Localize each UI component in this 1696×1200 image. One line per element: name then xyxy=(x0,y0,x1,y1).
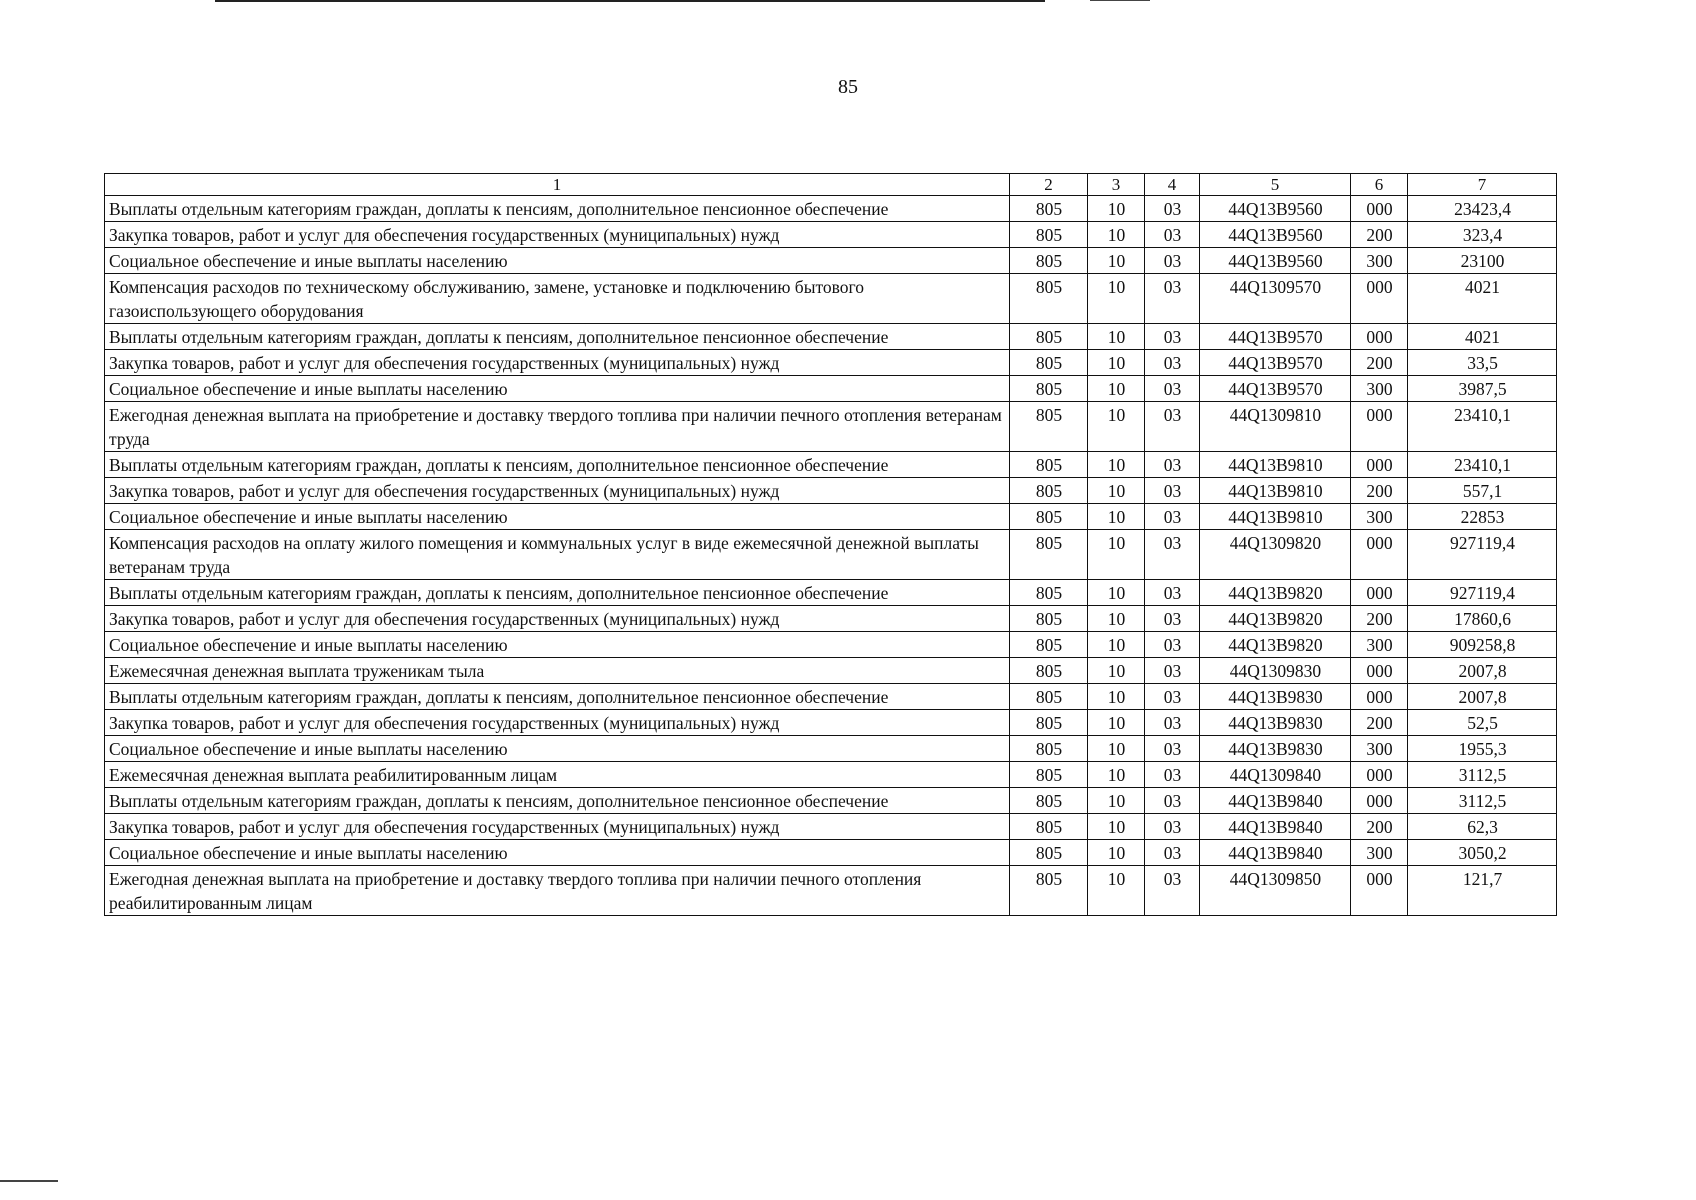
table-row xyxy=(105,402,1557,452)
row-subsection-code: 03 xyxy=(1145,478,1200,504)
table-row xyxy=(105,736,1557,762)
row-subsection-code: 03 xyxy=(1145,762,1200,788)
table-row xyxy=(105,606,1557,632)
row-description: Выплаты отдельным категориям граждан, доплаты к пенсиям, дополнительное пенсионное обеспечение xyxy=(105,196,1010,222)
row-section-code: 10 xyxy=(1088,684,1145,710)
table-row xyxy=(105,504,1557,530)
row-section-code: 10 xyxy=(1088,350,1145,376)
row-expense-type-code: 300 xyxy=(1351,248,1408,274)
table-row xyxy=(105,248,1557,274)
table-row xyxy=(105,530,1557,580)
row-description: Выплаты отдельным категориям граждан, доплаты к пенсиям, дополнительное пенсионное обеспечение xyxy=(105,788,1010,814)
row-section-code: 10 xyxy=(1088,478,1145,504)
row-target-article-code: 44Q13B9840 xyxy=(1200,788,1351,814)
row-amount: 121,7 xyxy=(1408,866,1557,916)
row-section-code: 10 xyxy=(1088,814,1145,840)
row-expense-type-code: 300 xyxy=(1351,840,1408,866)
table-row xyxy=(105,658,1557,684)
row-amount: 17860,6 xyxy=(1408,606,1557,632)
scan-top-rule-fragment xyxy=(1090,0,1150,1)
row-amount: 4021 xyxy=(1408,274,1557,324)
row-target-article-code: 44Q13B9810 xyxy=(1200,452,1351,478)
row-description: Закупка товаров, работ и услуг для обеспечения государственных (муниципальных) нужд xyxy=(105,606,1010,632)
row-description: Закупка товаров, работ и услуг для обеспечения государственных (муниципальных) нужд xyxy=(105,350,1010,376)
row-section-code: 10 xyxy=(1088,762,1145,788)
row-description: Закупка товаров, работ и услуг для обеспечения государственных (муниципальных) нужд xyxy=(105,478,1010,504)
row-target-article-code: 44Q1309840 xyxy=(1200,762,1351,788)
table-row xyxy=(105,632,1557,658)
scan-top-rule xyxy=(215,0,1045,2)
row-expense-type-code: 000 xyxy=(1351,324,1408,350)
row-section-code: 10 xyxy=(1088,632,1145,658)
row-expense-type-code: 200 xyxy=(1351,350,1408,376)
row-ministry-code: 805 xyxy=(1010,632,1088,658)
row-ministry-code: 805 xyxy=(1010,606,1088,632)
table-row xyxy=(105,350,1557,376)
row-section-code: 10 xyxy=(1088,402,1145,452)
row-amount: 3112,5 xyxy=(1408,788,1557,814)
row-ministry-code: 805 xyxy=(1010,222,1088,248)
row-expense-type-code: 000 xyxy=(1351,762,1408,788)
row-ministry-code: 805 xyxy=(1010,376,1088,402)
table-row xyxy=(105,762,1557,788)
row-subsection-code: 03 xyxy=(1145,402,1200,452)
row-amount: 4021 xyxy=(1408,324,1557,350)
row-subsection-code: 03 xyxy=(1145,658,1200,684)
row-target-article-code: 44Q13B9840 xyxy=(1200,840,1351,866)
table-row xyxy=(105,684,1557,710)
table-row xyxy=(105,452,1557,478)
row-ministry-code: 805 xyxy=(1010,684,1088,710)
row-description: Ежемесячная денежная выплата реабилитированным лицам xyxy=(105,762,1010,788)
row-subsection-code: 03 xyxy=(1145,684,1200,710)
column-header-7: 7 xyxy=(1408,174,1557,196)
row-target-article-code: 44Q13B9810 xyxy=(1200,478,1351,504)
row-expense-type-code: 000 xyxy=(1351,530,1408,580)
row-description: Компенсация расходов по техническому обслуживанию, замене, установке и подключению бытового газоиспользующего оборудования xyxy=(105,274,1010,324)
row-section-code: 10 xyxy=(1088,196,1145,222)
row-description: Социальное обеспечение и иные выплаты населению xyxy=(105,376,1010,402)
row-description: Выплаты отдельным категориям граждан, доплаты к пенсиям, дополнительное пенсионное обеспечение xyxy=(105,452,1010,478)
row-expense-type-code: 000 xyxy=(1351,684,1408,710)
row-subsection-code: 03 xyxy=(1145,580,1200,606)
row-section-code: 10 xyxy=(1088,788,1145,814)
row-amount: 23100 xyxy=(1408,248,1557,274)
row-ministry-code: 805 xyxy=(1010,658,1088,684)
row-subsection-code: 03 xyxy=(1145,248,1200,274)
row-expense-type-code: 200 xyxy=(1351,710,1408,736)
row-subsection-code: 03 xyxy=(1145,376,1200,402)
column-header-4: 4 xyxy=(1145,174,1200,196)
row-expense-type-code: 000 xyxy=(1351,196,1408,222)
table-row xyxy=(105,788,1557,814)
row-subsection-code: 03 xyxy=(1145,606,1200,632)
row-target-article-code: 44Q1309850 xyxy=(1200,866,1351,916)
row-target-article-code: 44Q13B9820 xyxy=(1200,606,1351,632)
table-row xyxy=(105,840,1557,866)
table-row xyxy=(105,324,1557,350)
row-ministry-code: 805 xyxy=(1010,762,1088,788)
row-ministry-code: 805 xyxy=(1010,478,1088,504)
table-row xyxy=(105,814,1557,840)
row-expense-type-code: 300 xyxy=(1351,736,1408,762)
row-amount: 23423,4 xyxy=(1408,196,1557,222)
row-target-article-code: 44Q1309820 xyxy=(1200,530,1351,580)
scan-edge-mark xyxy=(0,1180,58,1182)
row-amount: 23410,1 xyxy=(1408,452,1557,478)
row-description: Выплаты отдельным категориям граждан, доплаты к пенсиям, дополнительное пенсионное обеспечение xyxy=(105,580,1010,606)
row-subsection-code: 03 xyxy=(1145,632,1200,658)
row-ministry-code: 805 xyxy=(1010,402,1088,452)
row-subsection-code: 03 xyxy=(1145,350,1200,376)
row-target-article-code: 44Q13B9840 xyxy=(1200,814,1351,840)
row-subsection-code: 03 xyxy=(1145,452,1200,478)
row-target-article-code: 44Q1309830 xyxy=(1200,658,1351,684)
row-description: Компенсация расходов на оплату жилого помещения и коммунальных услуг в виде ежемесячной денежной выплаты ветеранам труда xyxy=(105,530,1010,580)
table-row xyxy=(105,478,1557,504)
row-description: Ежегодная денежная выплата на приобретение и доставку твердого топлива при наличии печного отопления ветеранам труда xyxy=(105,402,1010,452)
row-ministry-code: 805 xyxy=(1010,710,1088,736)
row-section-code: 10 xyxy=(1088,658,1145,684)
row-subsection-code: 03 xyxy=(1145,710,1200,736)
row-section-code: 10 xyxy=(1088,530,1145,580)
row-target-article-code: 44Q13B9570 xyxy=(1200,350,1351,376)
row-target-article-code: 44Q13B9560 xyxy=(1200,248,1351,274)
row-target-article-code: 44Q13B9810 xyxy=(1200,504,1351,530)
row-section-code: 10 xyxy=(1088,248,1145,274)
row-amount: 33,5 xyxy=(1408,350,1557,376)
row-description: Социальное обеспечение и иные выплаты населению xyxy=(105,504,1010,530)
row-ministry-code: 805 xyxy=(1010,530,1088,580)
row-ministry-code: 805 xyxy=(1010,736,1088,762)
row-expense-type-code: 000 xyxy=(1351,452,1408,478)
row-subsection-code: 03 xyxy=(1145,866,1200,916)
row-section-code: 10 xyxy=(1088,324,1145,350)
row-ministry-code: 805 xyxy=(1010,814,1088,840)
column-header-5: 5 xyxy=(1200,174,1351,196)
row-amount: 23410,1 xyxy=(1408,402,1557,452)
row-expense-type-code: 000 xyxy=(1351,866,1408,916)
row-description: Ежегодная денежная выплата на приобретение и доставку твердого топлива при наличии печного отопления реабилитированным лицам xyxy=(105,866,1010,916)
row-amount: 557,1 xyxy=(1408,478,1557,504)
row-expense-type-code: 000 xyxy=(1351,274,1408,324)
row-ministry-code: 805 xyxy=(1010,866,1088,916)
row-ministry-code: 805 xyxy=(1010,504,1088,530)
row-expense-type-code: 200 xyxy=(1351,478,1408,504)
row-section-code: 10 xyxy=(1088,274,1145,324)
row-amount: 2007,8 xyxy=(1408,684,1557,710)
row-amount: 3987,5 xyxy=(1408,376,1557,402)
row-target-article-code: 44Q13B9820 xyxy=(1200,580,1351,606)
row-ministry-code: 805 xyxy=(1010,248,1088,274)
row-expense-type-code: 000 xyxy=(1351,580,1408,606)
table-row xyxy=(105,580,1557,606)
row-target-article-code: 44Q13B9830 xyxy=(1200,710,1351,736)
row-amount: 323,4 xyxy=(1408,222,1557,248)
row-expense-type-code: 000 xyxy=(1351,788,1408,814)
row-expense-type-code: 000 xyxy=(1351,402,1408,452)
column-header-2: 2 xyxy=(1010,174,1088,196)
row-ministry-code: 805 xyxy=(1010,350,1088,376)
row-description: Выплаты отдельным категориям граждан, доплаты к пенсиям, дополнительное пенсионное обеспечение xyxy=(105,324,1010,350)
row-subsection-code: 03 xyxy=(1145,324,1200,350)
row-description: Закупка товаров, работ и услуг для обеспечения государственных (муниципальных) нужд xyxy=(105,814,1010,840)
row-description: Социальное обеспечение и иные выплаты населению xyxy=(105,632,1010,658)
table-row xyxy=(105,222,1557,248)
row-section-code: 10 xyxy=(1088,866,1145,916)
table-row xyxy=(105,376,1557,402)
row-expense-type-code: 300 xyxy=(1351,376,1408,402)
row-section-code: 10 xyxy=(1088,504,1145,530)
row-amount: 927119,4 xyxy=(1408,580,1557,606)
row-target-article-code: 44Q13B9820 xyxy=(1200,632,1351,658)
row-section-code: 10 xyxy=(1088,736,1145,762)
table-row xyxy=(105,710,1557,736)
row-ministry-code: 805 xyxy=(1010,196,1088,222)
row-subsection-code: 03 xyxy=(1145,196,1200,222)
row-section-code: 10 xyxy=(1088,606,1145,632)
row-subsection-code: 03 xyxy=(1145,504,1200,530)
row-target-article-code: 44Q1309570 xyxy=(1200,274,1351,324)
row-target-article-code: 44Q13B9570 xyxy=(1200,324,1351,350)
row-amount: 2007,8 xyxy=(1408,658,1557,684)
row-description: Социальное обеспечение и иные выплаты населению xyxy=(105,736,1010,762)
table-row xyxy=(105,196,1557,222)
row-ministry-code: 805 xyxy=(1010,274,1088,324)
row-section-code: 10 xyxy=(1088,376,1145,402)
page-number: 85 xyxy=(838,76,858,98)
row-section-code: 10 xyxy=(1088,710,1145,736)
row-amount: 22853 xyxy=(1408,504,1557,530)
row-subsection-code: 03 xyxy=(1145,530,1200,580)
row-subsection-code: 03 xyxy=(1145,788,1200,814)
row-expense-type-code: 300 xyxy=(1351,632,1408,658)
row-amount: 62,3 xyxy=(1408,814,1557,840)
row-ministry-code: 805 xyxy=(1010,840,1088,866)
row-expense-type-code: 200 xyxy=(1351,606,1408,632)
column-header-6: 6 xyxy=(1351,174,1408,196)
row-ministry-code: 805 xyxy=(1010,580,1088,606)
row-expense-type-code: 200 xyxy=(1351,814,1408,840)
row-amount: 909258,8 xyxy=(1408,632,1557,658)
row-ministry-code: 805 xyxy=(1010,452,1088,478)
row-section-code: 10 xyxy=(1088,580,1145,606)
row-ministry-code: 805 xyxy=(1010,788,1088,814)
column-header-3: 3 xyxy=(1088,174,1145,196)
row-section-code: 10 xyxy=(1088,222,1145,248)
row-description: Социальное обеспечение и иные выплаты населению xyxy=(105,248,1010,274)
row-description: Закупка товаров, работ и услуг для обеспечения государственных (муниципальных) нужд xyxy=(105,710,1010,736)
table-row xyxy=(105,866,1557,916)
table-row xyxy=(105,274,1557,324)
row-ministry-code: 805 xyxy=(1010,324,1088,350)
row-amount: 1955,3 xyxy=(1408,736,1557,762)
row-amount: 3112,5 xyxy=(1408,762,1557,788)
row-description: Социальное обеспечение и иные выплаты населению xyxy=(105,840,1010,866)
row-description: Закупка товаров, работ и услуг для обеспечения государственных (муниципальных) нужд xyxy=(105,222,1010,248)
row-subsection-code: 03 xyxy=(1145,840,1200,866)
row-subsection-code: 03 xyxy=(1145,274,1200,324)
row-target-article-code: 44Q13B9830 xyxy=(1200,736,1351,762)
row-subsection-code: 03 xyxy=(1145,814,1200,840)
row-subsection-code: 03 xyxy=(1145,222,1200,248)
row-target-article-code: 44Q1309810 xyxy=(1200,402,1351,452)
row-target-article-code: 44Q13B9560 xyxy=(1200,222,1351,248)
row-target-article-code: 44Q13B9830 xyxy=(1200,684,1351,710)
row-subsection-code: 03 xyxy=(1145,736,1200,762)
row-amount: 52,5 xyxy=(1408,710,1557,736)
header-row xyxy=(105,174,1557,196)
row-description: Выплаты отдельным категориям граждан, доплаты к пенсиям, дополнительное пенсионное обеспечение xyxy=(105,684,1010,710)
table-body xyxy=(105,196,1557,916)
row-expense-type-code: 300 xyxy=(1351,504,1408,530)
row-target-article-code: 44Q13B9560 xyxy=(1200,196,1351,222)
budget-table xyxy=(104,173,1557,916)
row-amount: 3050,2 xyxy=(1408,840,1557,866)
row-expense-type-code: 000 xyxy=(1351,658,1408,684)
row-amount: 927119,4 xyxy=(1408,530,1557,580)
row-expense-type-code: 200 xyxy=(1351,222,1408,248)
row-description: Ежемесячная денежная выплата труженикам тыла xyxy=(105,658,1010,684)
row-target-article-code: 44Q13B9570 xyxy=(1200,376,1351,402)
column-header-1: 1 xyxy=(105,174,1010,196)
row-section-code: 10 xyxy=(1088,452,1145,478)
row-section-code: 10 xyxy=(1088,840,1145,866)
